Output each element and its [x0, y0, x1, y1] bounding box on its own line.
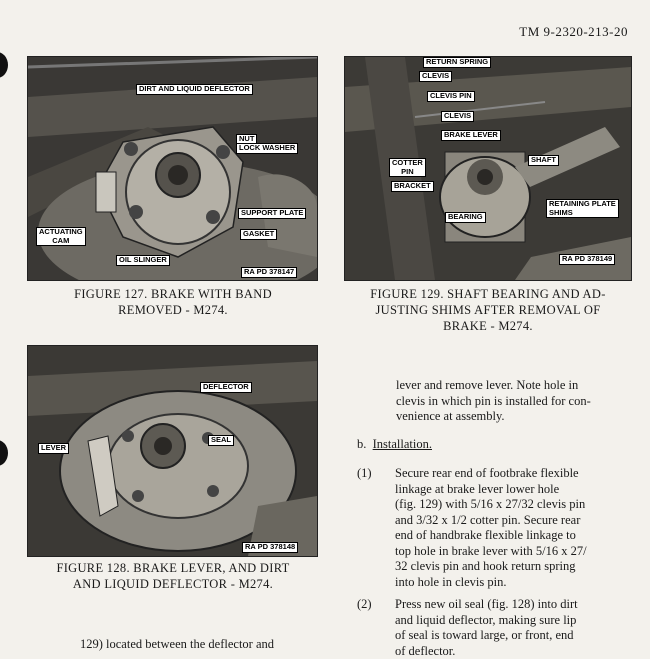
ra-pd-378148: RA PD 378148 — [242, 542, 298, 553]
figure-128-photo — [27, 345, 318, 557]
figure-129-caption — [340, 286, 636, 334]
text-line: end of handbrake flexible linkage to — [395, 528, 641, 544]
shaft-bearing-image — [345, 57, 631, 280]
label-deflector: DEFLECTOR — [200, 382, 252, 393]
ra-pd-378149: RA PD 378149 — [559, 254, 615, 265]
text-line: venience at assembly. — [396, 409, 591, 425]
binder-hole — [0, 52, 8, 78]
label-cam: CAM — [39, 237, 83, 246]
step-1 — [357, 466, 635, 596]
page-header: TM 9-2320-213-20 — [519, 24, 628, 40]
label-clevis-pin: CLEVIS PIN — [427, 91, 475, 102]
label-support-plate: SUPPORT PLATE — [238, 208, 306, 219]
label-nut: NUT — [236, 134, 257, 145]
label-oil-slinger: OIL SLINGER — [116, 255, 170, 266]
text-line: lever and remove lever. Note hole in — [396, 378, 591, 394]
caption-line: FIGURE 129. SHAFT BEARING AND AD- — [340, 286, 636, 302]
label-pin: PIN — [392, 168, 423, 177]
heading-title: Installation. — [373, 437, 432, 451]
text-line: of deflector. — [395, 644, 641, 659]
text-line: linkage at brake lever lower hole — [395, 482, 641, 498]
label-brake-lever: BRAKE LEVER — [441, 130, 501, 141]
text-line: of seal is toward large, or front, end — [395, 628, 641, 644]
label-clevis: CLEVIS — [441, 111, 474, 122]
label-clevis: CLEVIS — [419, 71, 452, 82]
section-heading — [357, 437, 432, 452]
label-gasket: GASKET — [240, 229, 277, 240]
step-number: (2) — [357, 597, 372, 613]
binder-hole — [0, 440, 8, 466]
text-line: Secure rear end of footbrake flexible — [395, 466, 641, 482]
brake-lever-deflector-image — [28, 346, 317, 556]
caption-line: REMOVED - M274. — [30, 302, 316, 318]
label-lock-washer: LOCK WASHER — [236, 143, 298, 154]
caption-line: BRAKE - M274. — [340, 318, 636, 334]
ra-pd-378147: RA PD 378147 — [241, 267, 297, 278]
text-line: and liquid deflector, making sure lip — [395, 613, 641, 629]
caption-line: FIGURE 128. BRAKE LEVER, AND DIRT — [28, 560, 318, 576]
step-text — [395, 597, 641, 659]
continued-paragraph — [396, 378, 591, 425]
label-bracket: BRACKET — [391, 181, 434, 192]
text-line: (fig. 129) with 5/16 x 27/32 clevis pin — [395, 497, 641, 513]
figure-129-photo — [344, 56, 632, 281]
label-shaft: SHAFT — [528, 155, 559, 166]
label-dirt-deflector: DIRT AND LIQUID DEFLECTOR — [136, 84, 253, 95]
step-text — [395, 466, 641, 590]
label-actuating-cam — [36, 227, 86, 246]
label-return-spring: RETURN SPRING — [423, 57, 491, 68]
caption-line: FIGURE 127. BRAKE WITH BAND — [30, 286, 316, 302]
cut-off-text: 129) located between the deflector and — [80, 637, 274, 653]
caption-line: JUSTING SHIMS AFTER REMOVAL OF — [340, 302, 636, 318]
figure-127-photo — [27, 56, 318, 281]
figure-127-caption — [30, 286, 316, 318]
label-lever: LEVER — [38, 443, 69, 454]
text-line: top hole in brake lever with 5/16 x 27/ — [395, 544, 641, 560]
text-line: Press new oil seal (fig. 128) into dirt — [395, 597, 641, 613]
label-seal: SEAL — [208, 435, 234, 446]
label-retaining-plate-shims — [546, 199, 619, 218]
label-cotter: COTTER — [392, 159, 423, 168]
figure-128-caption — [28, 560, 318, 592]
caption-line: AND LIQUID DEFLECTOR - M274. — [28, 576, 318, 592]
text-line: into hole in clevis pin. — [395, 575, 641, 591]
label-actuating: ACTUATING — [39, 228, 83, 237]
label-shims: SHIMS — [549, 209, 616, 218]
label-bearing: BEARING — [445, 212, 486, 223]
text-line: clevis in which pin is installed for con- — [396, 394, 591, 410]
step-number: (1) — [357, 466, 372, 482]
text-line: 32 clevis pin and hook return spring — [395, 559, 641, 575]
text-line: and 3/32 x 1/2 cotter pin. Secure rear — [395, 513, 641, 529]
label-cotter-pin — [389, 158, 426, 177]
heading-prefix: b. — [357, 437, 366, 451]
step-2 — [357, 597, 635, 646]
label-retaining: RETAINING PLATE — [549, 200, 616, 209]
